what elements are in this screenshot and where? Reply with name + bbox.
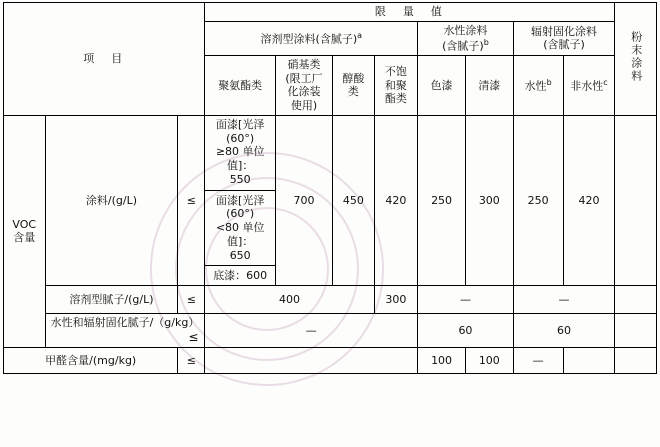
- cell-clear-paint-coating: 300: [465, 115, 513, 285]
- cell-powder-water-uv-putty: [615, 314, 657, 348]
- row-label-coating: 涂料/(g/L): [45, 115, 178, 285]
- row-op-solvent-putty: ≤: [178, 286, 205, 314]
- cell-unsat-coating: 420: [374, 115, 418, 285]
- cell-uv-solvent-putty: —: [513, 286, 615, 314]
- header-unsat: 不饱 和聚 酯类: [374, 55, 418, 115]
- cell-powder-solvent-putty: [615, 286, 657, 314]
- document-page: [0, 2, 660, 447]
- row-label-solvent-putty: 溶剂型腻子/(g/L): [45, 286, 178, 314]
- header-water-based: 水性$^b$: [513, 55, 563, 115]
- row-group-voc: VOC 含量: [4, 115, 46, 347]
- header-powder-col: 粉末涂料: [615, 3, 657, 116]
- cell-alkyd-coating: 450: [333, 115, 375, 285]
- table-row-coating: [4, 115, 657, 285]
- header-item-col: 项 目: [4, 3, 205, 116]
- header-non-water: 非水性$^c$: [563, 55, 615, 115]
- cell-non-water-formaldehyde: [563, 347, 615, 373]
- header-limit-group: 限 量 值: [205, 3, 615, 22]
- voc-limits-table: [3, 2, 657, 374]
- cell-color-paint-coating: 250: [418, 115, 466, 285]
- cell-nitro-coating: 700: [275, 115, 332, 285]
- table-row-solvent-putty: [4, 286, 657, 314]
- row-op-formaldehyde: ≤: [178, 347, 205, 373]
- cell-waterborne-water-uv-putty: 60: [418, 314, 514, 348]
- cell-solvent-putty-merged: 400: [205, 286, 374, 314]
- cell-waterborne-solvent-putty: —: [418, 286, 514, 314]
- cell-water-based-coating: 250: [513, 115, 563, 285]
- row-label-formaldehyde: 甲醛含量/(mg/kg): [4, 347, 178, 373]
- cell-color-paint-formaldehyde: 100: [418, 347, 466, 373]
- cell-powder-formaldehyde: [615, 347, 657, 373]
- row-label-water-uv-putty: 水性和辐射固化腻子/（g/kg） ≤: [45, 314, 205, 348]
- header-uv-group: 辐射固化涂料 (含腻子): [513, 21, 615, 55]
- header-pu: 聚氨酯类: [205, 55, 276, 115]
- header-row-1: [4, 3, 657, 22]
- row-op-coating: ≤: [178, 115, 205, 285]
- table-row-water-uv-putty: [4, 314, 657, 348]
- table-row-formaldehyde: [4, 347, 657, 373]
- header-waterborne-group: 水性涂料 (含腻子)$^b$: [418, 21, 514, 55]
- cell-clear-paint-formaldehyde: 100: [465, 347, 513, 373]
- header-color-paint: 色漆: [418, 55, 466, 115]
- cell-unsat-solvent-putty: 300: [374, 286, 418, 314]
- cell-solvent-water-uv-putty: —: [205, 314, 418, 348]
- cell-solvent-formaldehyde: [205, 347, 418, 373]
- cell-non-water-coating: 420: [563, 115, 615, 285]
- cell-uv-water-uv-putty: 60: [513, 314, 615, 348]
- header-nitro: 硝基类 (限工厂 化涂装 使用): [275, 55, 332, 115]
- header-solvent-group: 溶剂型涂料(含腻子)$^a$: [205, 21, 418, 55]
- header-clear-paint: 清漆: [465, 55, 513, 115]
- cell-water-based-formaldehyde: —: [513, 347, 563, 373]
- header-alkyd: 醇酸 类: [333, 55, 375, 115]
- cell-pu-coating: 面漆[光泽 (60°) ≥80 单位值]： 550 面漆[光泽 (60°) <80 单位值]： 650 底漆：600: [205, 115, 276, 285]
- cell-powder-coating: [615, 115, 657, 285]
